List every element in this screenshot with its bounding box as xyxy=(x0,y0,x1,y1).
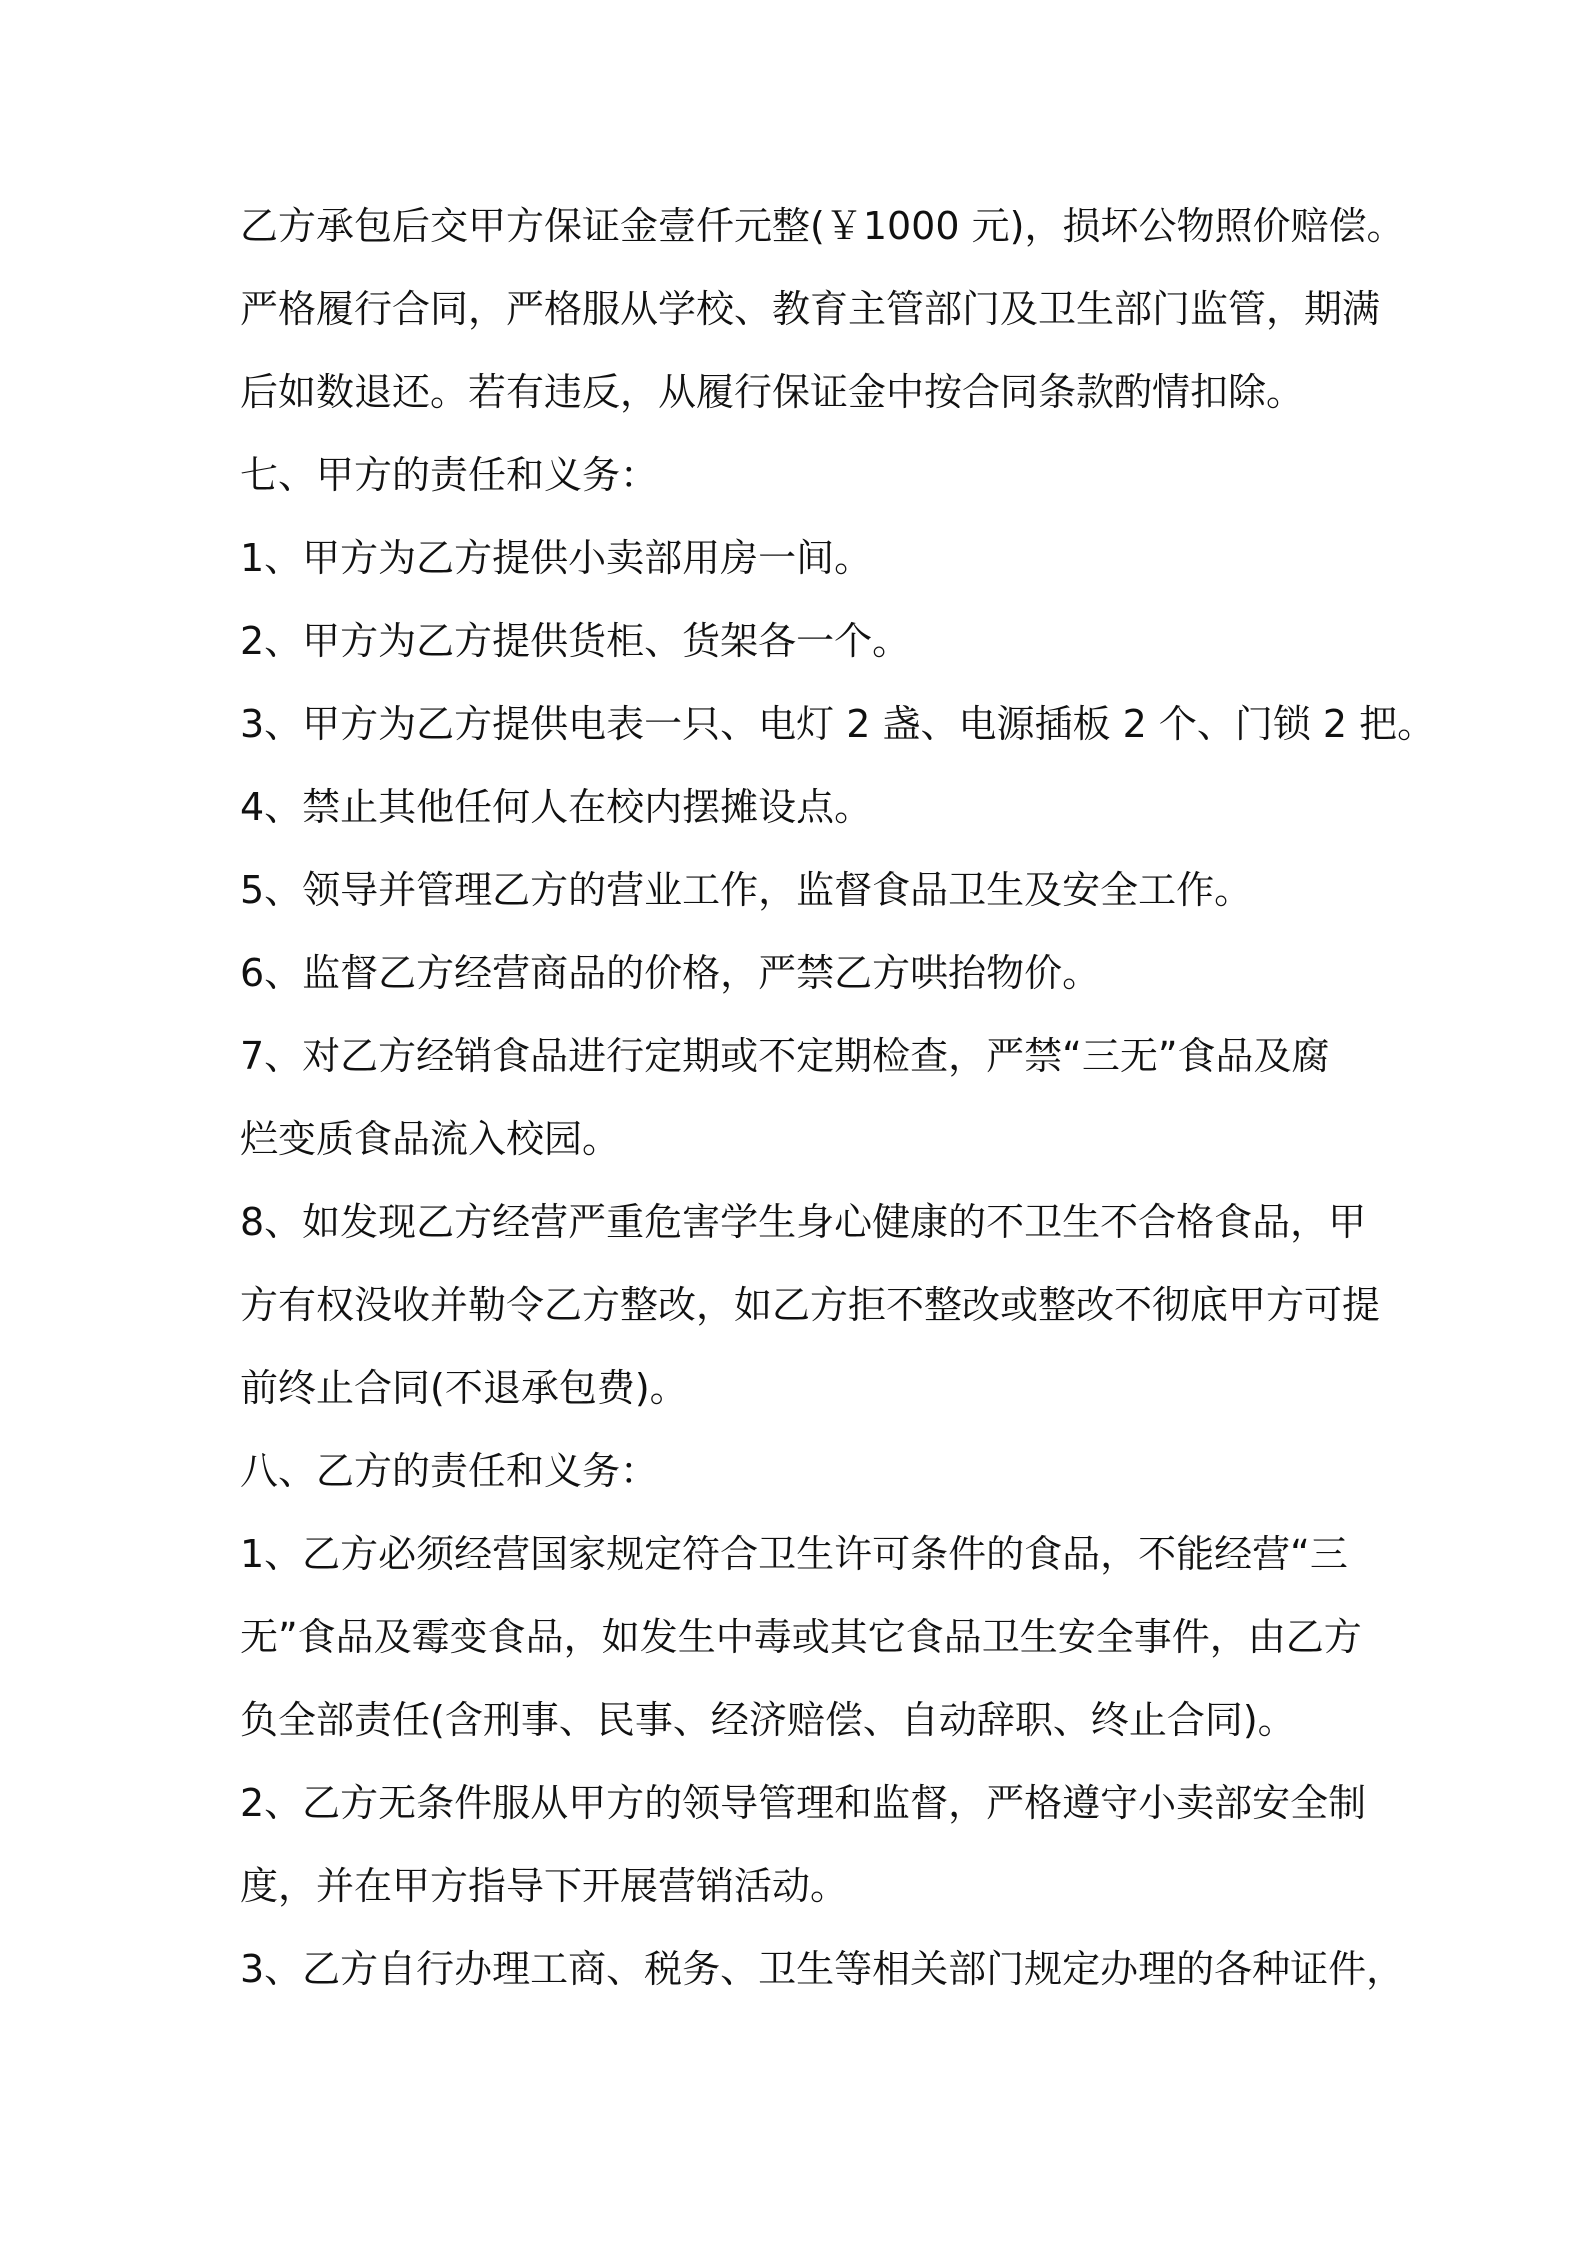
list-item: 1、乙方必须经营国家规定符合卫生许可条件的食品，不能经营“三 xyxy=(240,1532,1348,1576)
text-line: 无”食品及霉变食品，如发生中毒或其它食品卫生安全事件，由乙方 xyxy=(240,1615,1362,1659)
text-line: 后如数退还。若有违反，从履行保证金中按合同条款酌情扣除。 xyxy=(240,370,1305,414)
text-line: 度，并在甲方指导下开展营销活动。 xyxy=(240,1864,849,1908)
list-item: 3、乙方自行办理工商、税务、卫生等相关部门规定办理的各种证件， xyxy=(240,1947,1405,1991)
section-heading: 七、甲方的责任和义务： xyxy=(240,453,659,497)
text-line: 负全部责任(含刑事、民事、经济赔偿、自动辞职、终止合同)。 xyxy=(240,1698,1296,1742)
document-body xyxy=(240,185,1436,2011)
list-item: 2、乙方无条件服从甲方的领导管理和监督，严格遵守小卖部安全制 xyxy=(240,1781,1367,1825)
text-line: 烂变质食品流入校园。 xyxy=(240,1117,621,1161)
list-item: 7、对乙方经销食品进行定期或不定期检查，严禁“三无”食品及腐 xyxy=(240,1034,1330,1078)
list-item: 5、领导并管理乙方的营业工作，监督食品卫生及安全工作。 xyxy=(240,868,1253,912)
list-item: 4、禁止其他任何人在校内摆摊设点。 xyxy=(240,785,873,829)
section-heading: 八、乙方的责任和义务： xyxy=(240,1449,659,1493)
list-item: 8、如发现乙方经营严重危害学生身心健康的不卫生不合格食品，甲 xyxy=(240,1200,1367,1244)
list-item: 6、监督乙方经营商品的价格，严禁乙方哄抬物价。 xyxy=(240,951,1101,995)
text-line: 乙方承包后交甲方保证金壹仟元整(￥1000 元)，损坏公物照价赔偿。 xyxy=(240,204,1405,248)
text-line: 严格履行合同，严格服从学校、教育主管部门及卫生部门监管，期满 xyxy=(240,287,1381,331)
text-line: 方有权没收并勒令乙方整改，如乙方拒不整改或整改不彻底甲方可提 xyxy=(240,1283,1381,1327)
text-line: 前终止合同(不退承包费)。 xyxy=(240,1366,688,1410)
list-item: 1、甲方为乙方提供小卖部用房一间。 xyxy=(240,536,873,580)
list-item: 2、甲方为乙方提供货柜、货架各一个。 xyxy=(240,619,911,663)
list-item: 3、甲方为乙方提供电表一只、电灯 2 盏、电源插板 2 个、门锁 2 把。 xyxy=(240,702,1436,746)
